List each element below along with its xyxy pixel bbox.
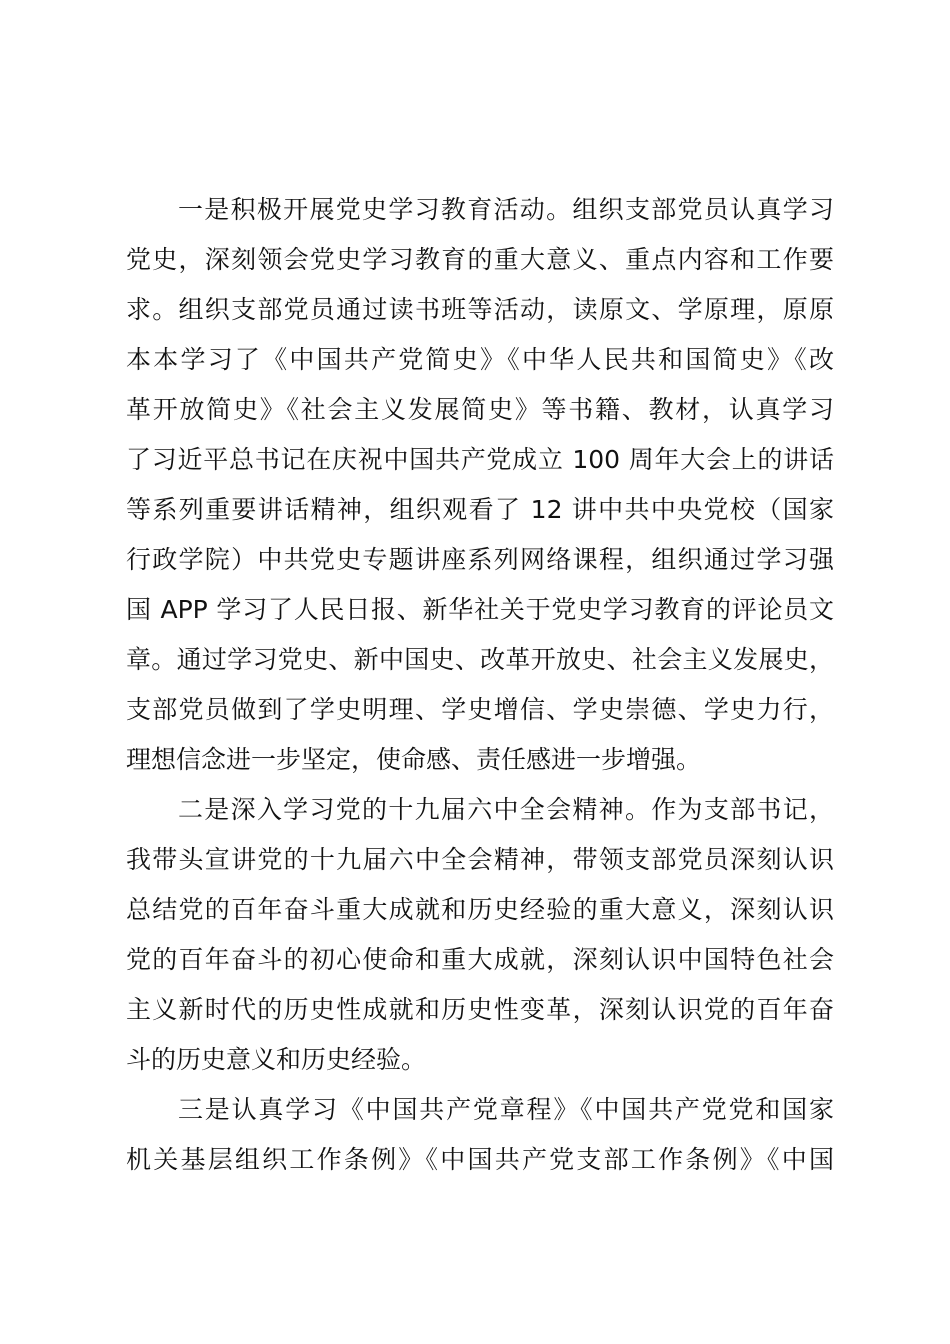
paragraph-sixth-plenary-study	[126, 785, 834, 1085]
text-line: 等系列重要讲话精神，组织观看了 12 讲中共中央党校（国家	[126, 495, 834, 524]
document-body	[126, 185, 834, 1185]
text-line: 二是深入学习党的十九届六中全会精神。作为支部书记，	[178, 795, 834, 824]
paragraph-party-regulations-study	[126, 1085, 834, 1185]
text-line: 本本学习了《中国共产党简史》《中华人民共和国简史》《改	[126, 345, 834, 374]
text-line: 主义新时代的历史性成就和历史性变革，深刻认识党的百年奋	[126, 995, 834, 1024]
text-line: 党的百年奋斗的初心使命和重大成就，深刻认识中国特色社会	[126, 945, 834, 974]
text-line: 章。通过学习党史、新中国史、改革开放史、社会主义发展史，	[126, 645, 834, 674]
text-line: 理想信念进一步坚定，使命感、责任感进一步增强。	[126, 745, 702, 774]
text-line: 党史，深刻领会党史学习教育的重大意义、重点内容和工作要	[126, 245, 834, 274]
text-line: 革开放简史》《社会主义发展简史》等书籍、教材，认真学习	[126, 395, 834, 424]
text-line: 我带头宣讲党的十九届六中全会精神，带领支部党员深刻认识	[126, 845, 834, 874]
text-line: 总结党的百年奋斗重大成就和历史经验的重大意义，深刻认识	[126, 895, 834, 924]
text-line: 三是认真学习《中国共产党章程》《中国共产党党和国家	[178, 1095, 834, 1124]
text-line: 了习近平总书记在庆祝中国共产党成立 100 周年大会上的讲话	[126, 445, 834, 474]
paragraph-party-history-study	[126, 185, 834, 785]
text-line: 一是积极开展党史学习教育活动。组织支部党员认真学习	[178, 195, 834, 224]
text-line: 支部党员做到了学史明理、学史增信、学史崇德、学史力行，	[126, 695, 834, 724]
text-line: 求。组织支部党员通过读书班等活动，读原文、学原理，原原	[126, 295, 834, 324]
text-line: 国 APP 学习了人民日报、新华社关于党史学习教育的评论员文	[126, 595, 834, 624]
text-line: 斗的历史意义和历史经验。	[126, 1045, 427, 1074]
text-line: 机关基层组织工作条例》《中国共产党支部工作条例》《中国	[126, 1145, 834, 1174]
text-line: 行政学院）中共党史专题讲座系列网络课程，组织通过学习强	[126, 545, 834, 574]
